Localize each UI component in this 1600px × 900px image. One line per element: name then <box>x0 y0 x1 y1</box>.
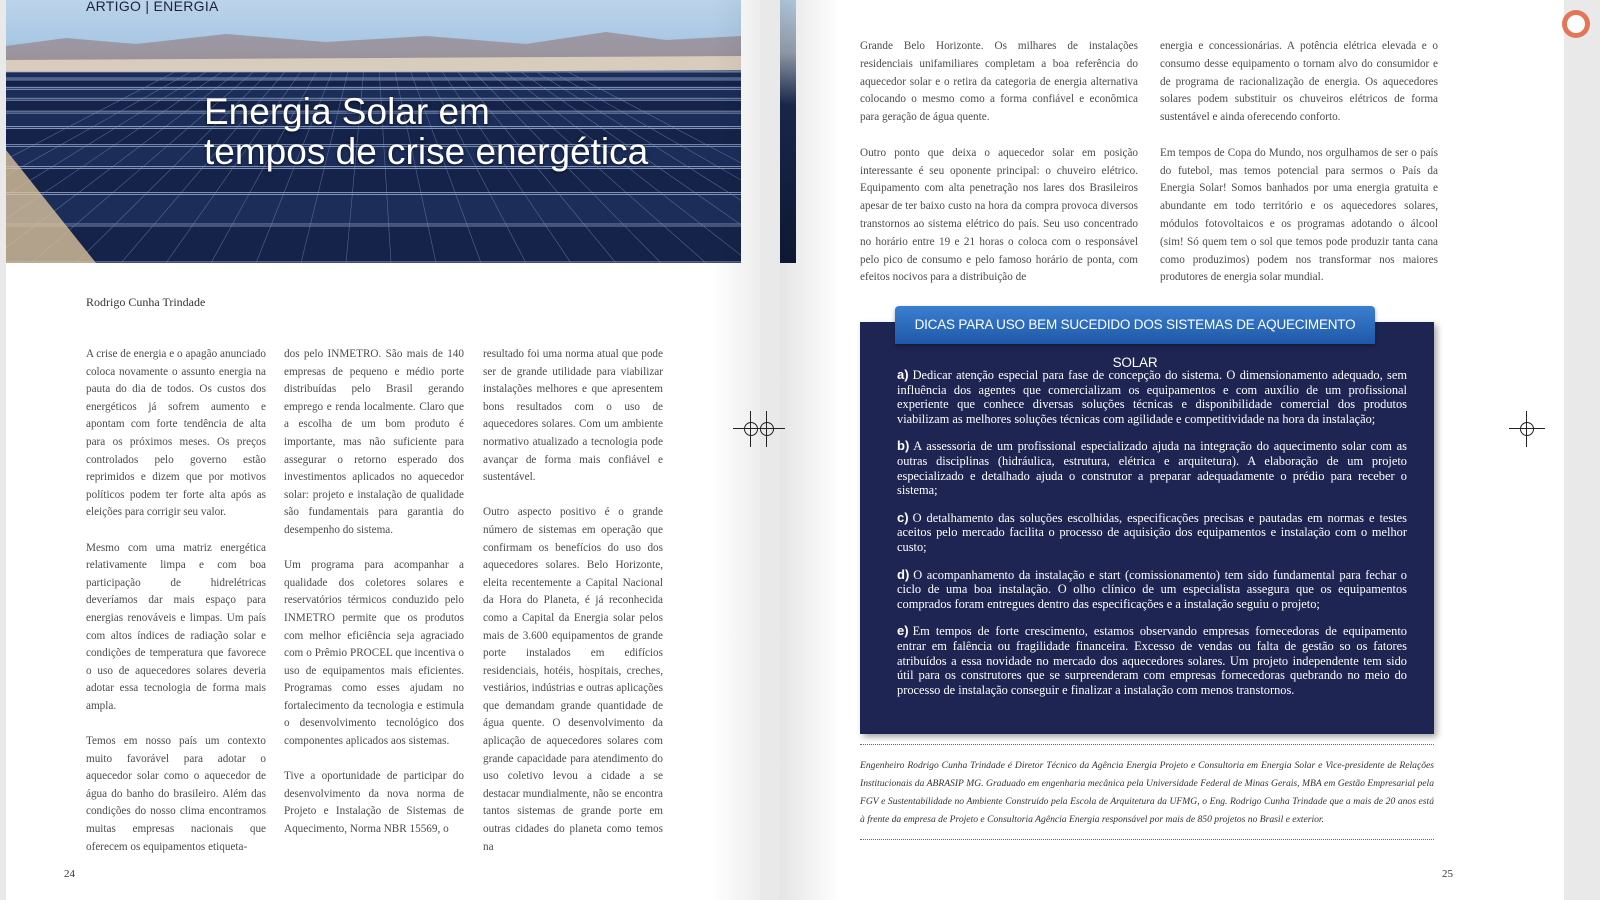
tips-title: DICAS PARA USO BEM SUCEDIDO DOS SISTEMAS DE AQUECIMENTO SOLAR <box>895 306 1375 344</box>
paragraph: Outro aspecto positivo é o grande número de sistemas em operação que confirmam os benefícios do uso dos aquecedores solares. Belo Horizonte, eleita recentemente a Capital Nacional da Hora do Planeta, é já reconhecida como a Capital da Energia solar pelos mais de 3.600 equipamentos de grande porte instalados em edifícios residenciais, hotéis, hospitais, creches, vestiários, indústrias e outras aplicações que demandam grande quantidade de água quente. O desenvolvimento da aplicação de aquecedores solares com grande capacidade para atendimento do uso coletivo levou a cidade a se destacar mundialmente, não se encontra tantos sistemas de grande porte em outras cidades do planeta como temos na <box>483 506 663 853</box>
paragraph: dos pelo INMETRO. São mais de 140 empresas de pequeno e médio porte distribuídas pelo Brasil gerando emprego e renda localmente. Claro que a escolha de um bom produto é importante, mas não suficiente para assegurar o retorno esperado dos investimentos aplicados no aquecedor solar: projeto e instalação de qualidade são fundamentais para garantia do desempenho do sistema. <box>284 348 464 536</box>
tip-letter: b) <box>897 438 910 454</box>
section-kicker: ARTIGO | ENERGIA <box>86 0 219 14</box>
tips-list <box>897 368 1407 710</box>
tip-item <box>897 568 1407 612</box>
author-bio: Engenheiro Rodrigo Cunha Trindade é Diretor Técnico da Agência Energia Projeto e Consultoria em Energia Solar e Vice-presidente de Relações Institucionais da ABRASIP MG. Graduado em engenharia mecânica pela Universidade Federal de Minas Gerais, MBA em Gestão Empresarial pela FGV e Sustentabilidade no Ambiente Construído pela Escola de Arquitetura da UFMG, o Eng. Rodrigo Cunha Trindade que a mais de 20 anos está à frente da empresa de Projeto e Consultoria Agência Energia responsável por mais de 850 projetos no Brasil e exterior. <box>860 744 1434 840</box>
spine-shadow <box>711 0 760 900</box>
page-number: 24 <box>64 868 75 880</box>
paragraph: Tive a oportunidade de participar do desenvolvimento da nova norma de Projeto e Instalação de Sistemas de Aquecimento, Norma NBR 15569, o <box>284 770 464 836</box>
article-column-1 <box>86 346 266 874</box>
tip-text: A assessoria de um profissional especializado ajuda na integração do aquecimento solar com as outras disciplinas (hidráulica, estrutura, elétrica e arquitetura). A elaboração de um projeto especializado e detalhado ajuda o construtor a preparar adequadamente o prédio para receber o sistema; <box>897 439 1407 498</box>
paragraph: Grande Belo Horizonte. Os milhares de instalações residenciais unifamiliares completam a boa referência do aquecedor solar e o retira da categoria de energia alternativa colocando o mesmo como a forma confiável e econômica para geração de água quente. <box>860 40 1138 124</box>
tip-letter: e) <box>897 623 909 639</box>
tip-item <box>897 624 1407 697</box>
tip-item <box>897 511 1407 555</box>
paragraph: Mesmo com uma matriz energética relativamente limpa e com boa participação de hidrelétricas deveríamos dar mais espaço para energias renováveis e limpas. Um país com altos índices de radiação solar e condições de temperatura que favorece o uso de aquecedores solares deveria adotar essa tecnologia de forma mais ampla. <box>86 541 266 712</box>
tip-text: O detalhamento das soluções escolhidas, especificações precisas e pautadas em normas e testes aceitos pelo mercado facilita o processo de aquisição dos equipamentos e instalação com o melhor custo; <box>897 510 1407 554</box>
tip-text: O acompanhamento da instalação e start (comissionamento) tem sido fundamental para fechar o ciclo de uma boa instalação. O olho clínico de um especialista assegura que os equipamentos comprados foram entregues dentro das especificações e a instalação seguiu o projeto; <box>897 567 1407 611</box>
tip-item <box>897 368 1407 426</box>
tip-text: Em tempos de forte crescimento, estamos observando empresas fornecedoras de equipamento entrar em falência ou fragilidade financeira. Excesso de vendas ou falta de gestão so os fatores atribuídos a essa novidade no mercado dos aquecedores solares. Um projeto independente tem sido útil para os construtores que se surpreenderam com empresas fornecedoras quebrando no meio do processo de instalação conseguir e finalizar a instalação com menos transtornos. <box>897 624 1407 697</box>
registration-mark-icon <box>757 419 777 439</box>
article-column-4 <box>860 38 1138 305</box>
article-column-5 <box>1160 38 1438 305</box>
paragraph: Outro ponto que deixa o aquecedor solar em posição interessante é seu oponente principal: o chuveiro elétrico. Equipamento com alta penetração nos lares dos Brasileiros apesar de ter baixo custo na hora da compra provoca diversos transtornos ao sistema elétrico do país. Seu uso concentrado no horário entre 19 e 21 horas o coloca com o responsável pelo pico de consumo e pelo famoso horário de ponta, com efeitos nocivos para a distribuição de <box>860 146 1138 284</box>
title-line-1: Energia Solar em <box>204 91 490 132</box>
tip-letter: a) <box>897 367 909 382</box>
article-title <box>204 92 724 172</box>
author-byline: Rodrigo Cunha Trindade <box>86 295 206 309</box>
tip-letter: c) <box>897 509 909 525</box>
tip-item <box>897 439 1407 497</box>
page-number: 25 <box>1442 868 1453 880</box>
tip-text: Dedicar atenção especial para fase de concepção do sistema. O dimensionamento adequado, sem influência dos agentes que comercializam os equipamentos e com auxílio de um profissional experiente que conhece diversas soluções técnicas e disponibilidade comercial dos produtos viabilizam as melhores soluções técnicas com agilidade e competitividade na hora da instalação; <box>897 368 1407 426</box>
article-column-2 <box>284 346 464 856</box>
spine-shadow <box>780 0 840 900</box>
right-page <box>780 0 1564 900</box>
title-line-2: tempos de crise energética <box>204 131 649 172</box>
paragraph: energia e concessionárias. A potência elétrica elevada e o consumo desse equipamento o tornam alvo do consumidor e de programa de racionalização de energia. Os aquecedores solares podem substituir os chuveiros elétricos de forma sustentável e ainda oferecendo conforto. <box>1160 40 1438 124</box>
paragraph: Temos em nosso país um contexto muito favorável para adotar o aquecedor solar como o aquecedor de água do banho do brasileiro. Além das condições do nosso clima encontramos muitas empresas nacionais que oferecem os equipamentos etiqueta- <box>86 735 266 853</box>
paragraph: resultado foi uma norma atual que pode ser de grande utilidade para viabilizar instalações melhores e que apresentem bons resultados com o uso de aquecedores solares. Com um ambiente normativo atualizado a tecnologia pode avançar de forma mais confiável e sustentável. <box>483 348 663 484</box>
left-page <box>6 0 760 900</box>
paragraph: Um programa para acompanhar a qualidade dos coletores solares e reservatórios térmicos conduzido pelo INMETRO permite que os produtos com melhor eficiência seja agraciado com o Prêmio PROCEL que incentiva o uso de equipamentos mais eficientes. Programas como esses ajudam no fortalecimento da tecnologia e estimula o desenvolvimento tecnológico dos componentes aplicados aos sistemas. <box>284 559 464 748</box>
tip-letter: d) <box>897 566 910 582</box>
paragraph: A crise de energia e o apagão anunciado coloca novamente o assunto energia na pauta do dia de todos. Os custos dos energéticos já sofrem aumento e apontam com forte tendência de alta para os próximos meses. Os preços controlados pelo governo estão reprimidos e dizem que por motivos políticos podem ter forte alta após as eleições para corrigir seu valor. <box>86 348 266 519</box>
article-column-3 <box>483 346 663 874</box>
paragraph: Em tempos de Copa do Mundo, nos orgulhamos de ser o país do futebol, mas temos potencial para sermos o País da Energia Solar! Somos banhados por uma energia gratuita e abundante em todo território e os aquecedores solares, módulos fotovoltaicos e os programas adotando o álcool (sim! Só quem tem o sol que temos pode produzir tanta cana como produzimos) podem nos transformar nos maiores produtores de energia solar mundial. <box>1160 146 1438 284</box>
registration-mark-icon <box>1517 419 1537 439</box>
hero-image <box>6 0 741 263</box>
corner-badge-icon <box>1562 10 1590 38</box>
